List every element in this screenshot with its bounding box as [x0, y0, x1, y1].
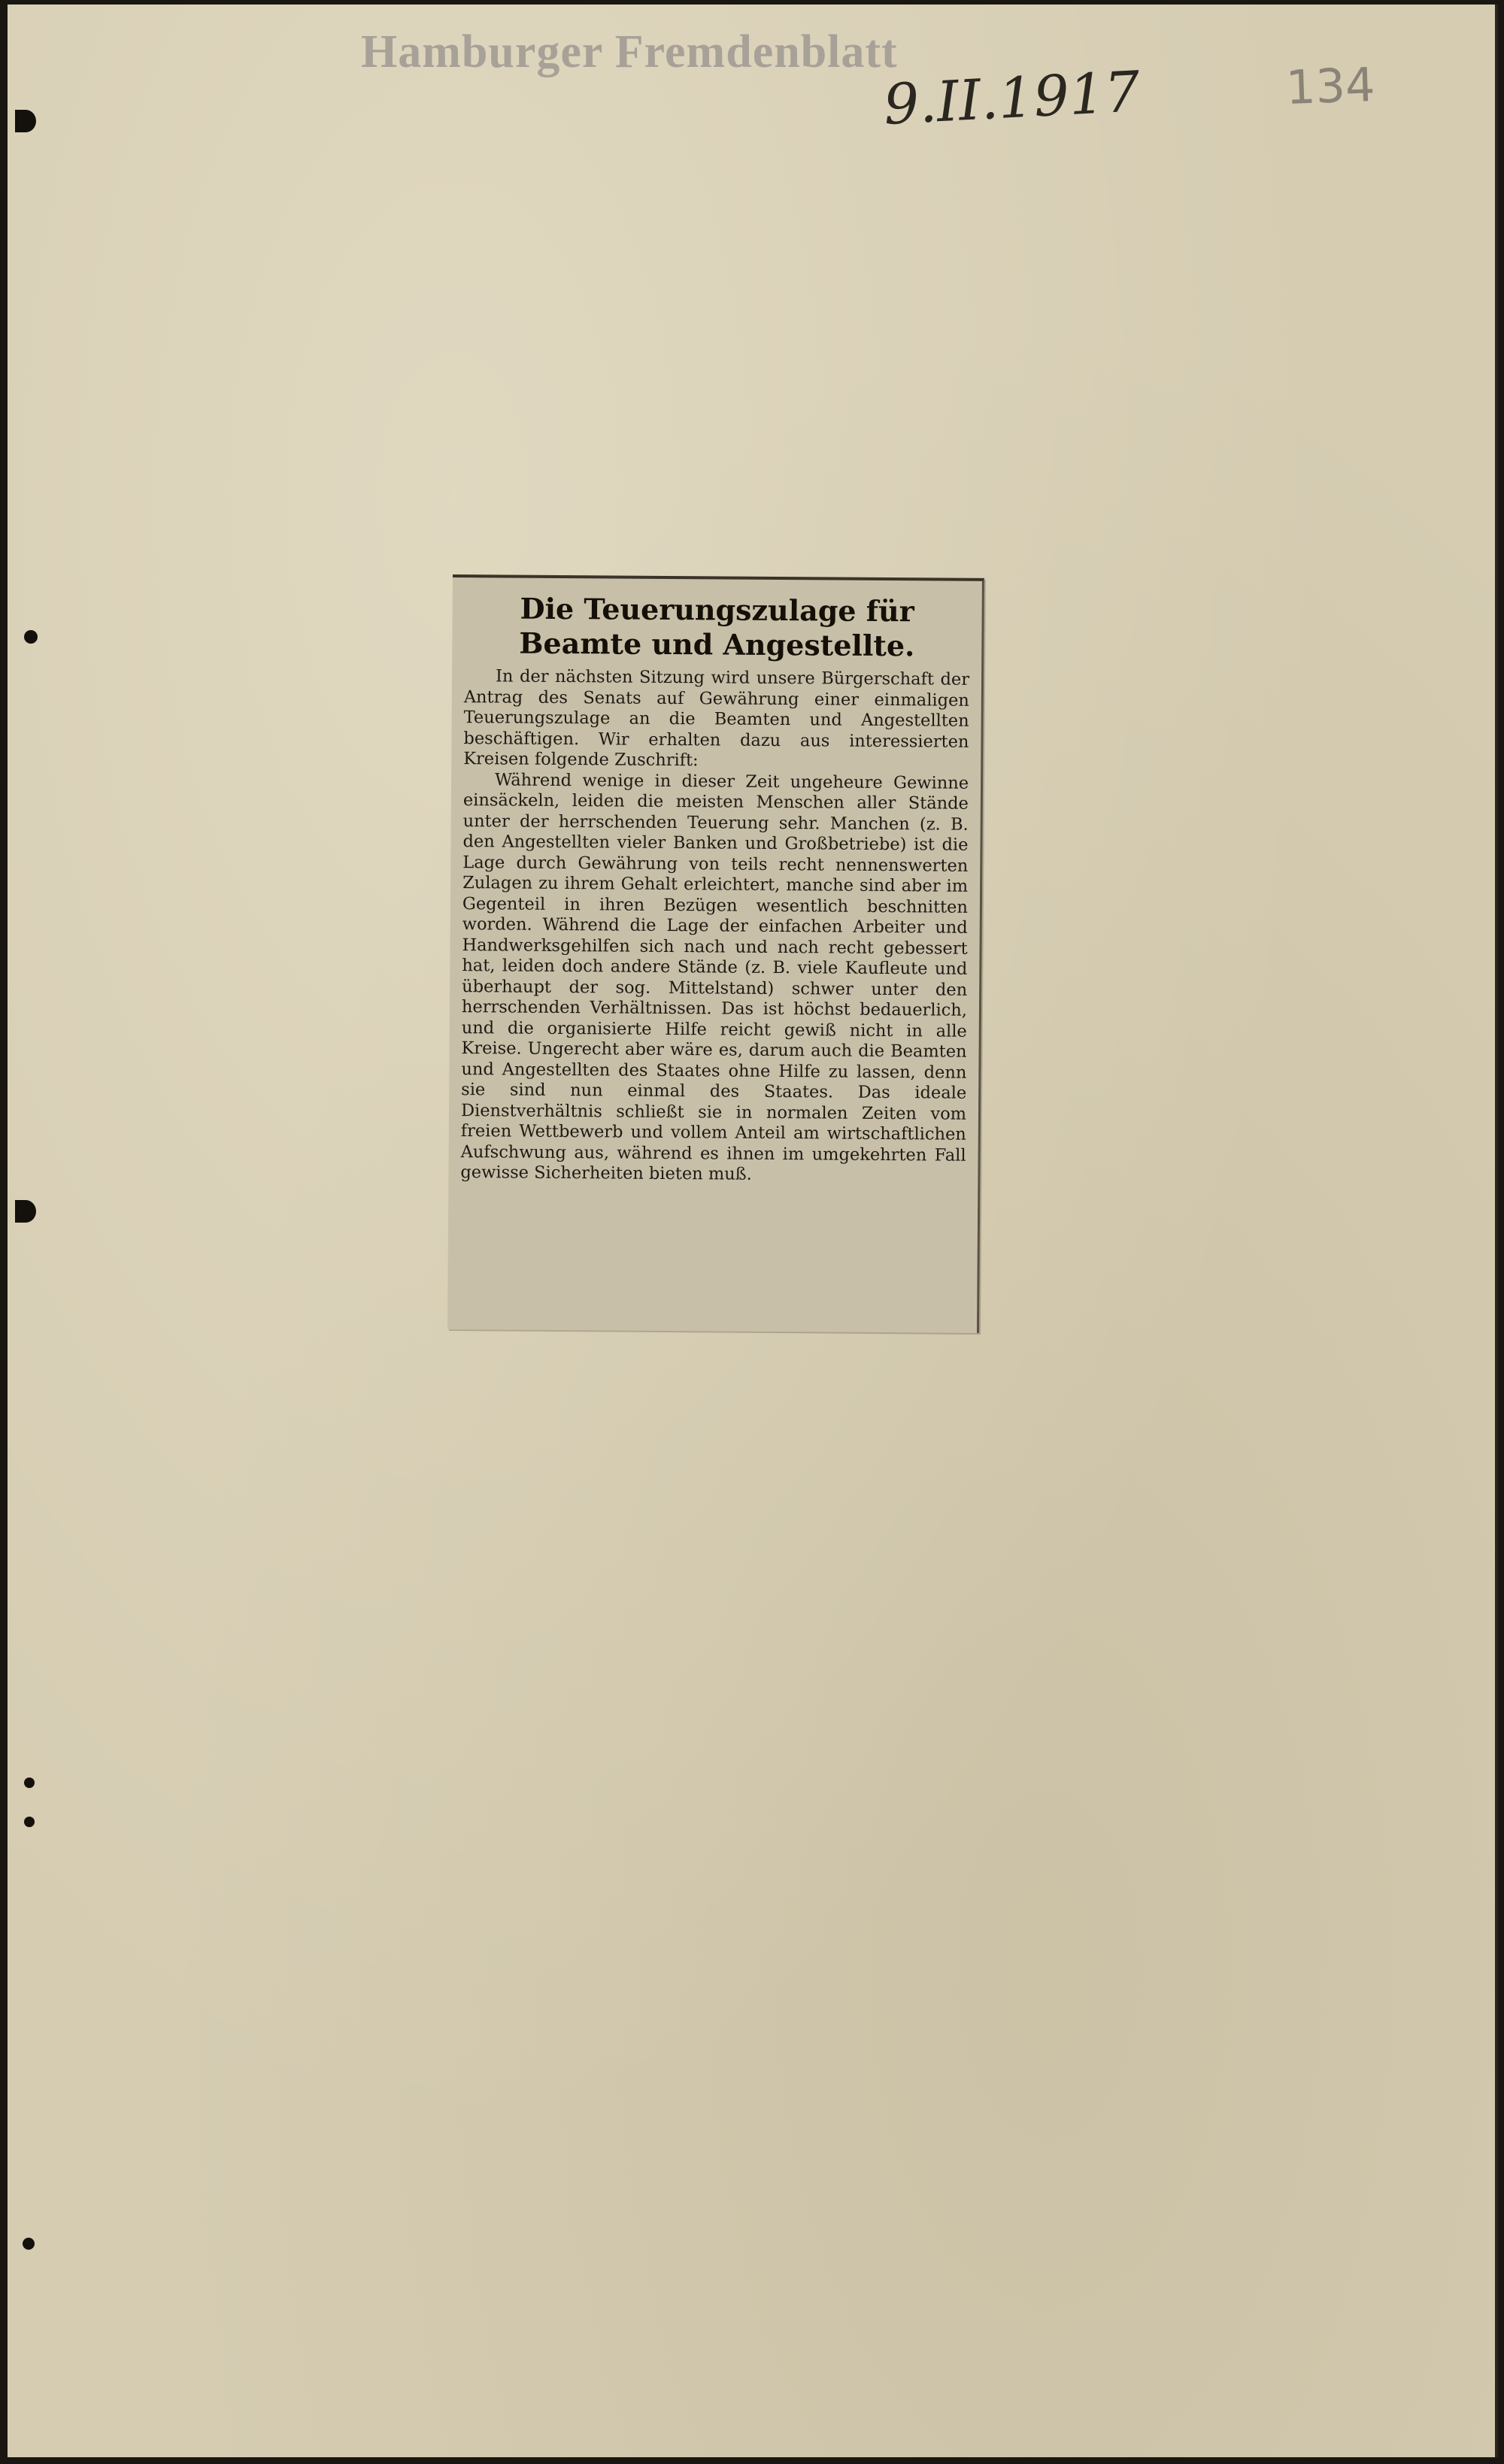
binding-hole-mark	[24, 1817, 35, 1827]
article-paragraph-2: Während wenige in dieser Zeit ungeheure Gewinne einsäckeln, leiden die meisten Menschen aller Stände unter der herrschenden Teuerung sehr. Manchen (z. B. den Angestellten vieler Banken und Großbetriebe) ist die Lage durch Gewährung von teils recht nennenswerten Zulagen zu ihrem Gehalt erleichtert, manche sind aber im Gegenteil in ihren Bezügen wesentlich beschnitten worden. Während die Lage der einfachen Arbeiter und Handwerksgehilfen sich nach und nach recht gebessert hat, leiden doch andere Stände (z. B. viele Kaufleute und überhaupt der sog. Mittelstand) schwer unter den herrschenden Verhältnissen. Das ist höchst bedauerlich, und die organisierte Hilfe reicht gewiß nicht in alle Kreise. Ungerecht aber wäre es, darum auch die Beamten und Angestellten des Staates ohne Hilfe zu lassen, denn sie sind nun einmal des Staates. Das ideale Dienstverhältnis schließt sie in normalen Zeiten vom freien Wettbewerb und vollem Anteil am wirtschaftlichen Aufschwung aus, während es ihnen im umgekehrten Fall gewisse Sicherheiten bieten muß.	[460, 769, 969, 1184]
binding-hole-mark	[23, 2238, 35, 2250]
article-paragraph-1: In der nächsten Sitzung wird unsere Bürgerschaft der Antrag des Senats auf Gewährung einer einmaligen Teuerungszulage an die Beamten und Angestellten beschäftigen. Wir erhalten dazu aus interessierten Kreisen folgende Zuschrift:	[463, 666, 970, 771]
page-number: 134	[1284, 56, 1376, 116]
handwritten-date: 9.II.1917	[881, 59, 1142, 138]
archive-sheet	[8, 5, 1498, 2457]
newspaper-stamp: Hamburger Fremdenblatt	[361, 26, 898, 77]
article-title: Die Teuerungszulage für Beamte und Angestellte.	[519, 591, 915, 663]
binding-hole-mark	[24, 630, 38, 644]
newspaper-clipping	[447, 574, 984, 1333]
binding-hole-mark	[24, 1778, 35, 1788]
binding-hole-mark	[15, 110, 36, 132]
article-body	[460, 666, 969, 1187]
binding-hole-mark	[15, 1200, 36, 1223]
